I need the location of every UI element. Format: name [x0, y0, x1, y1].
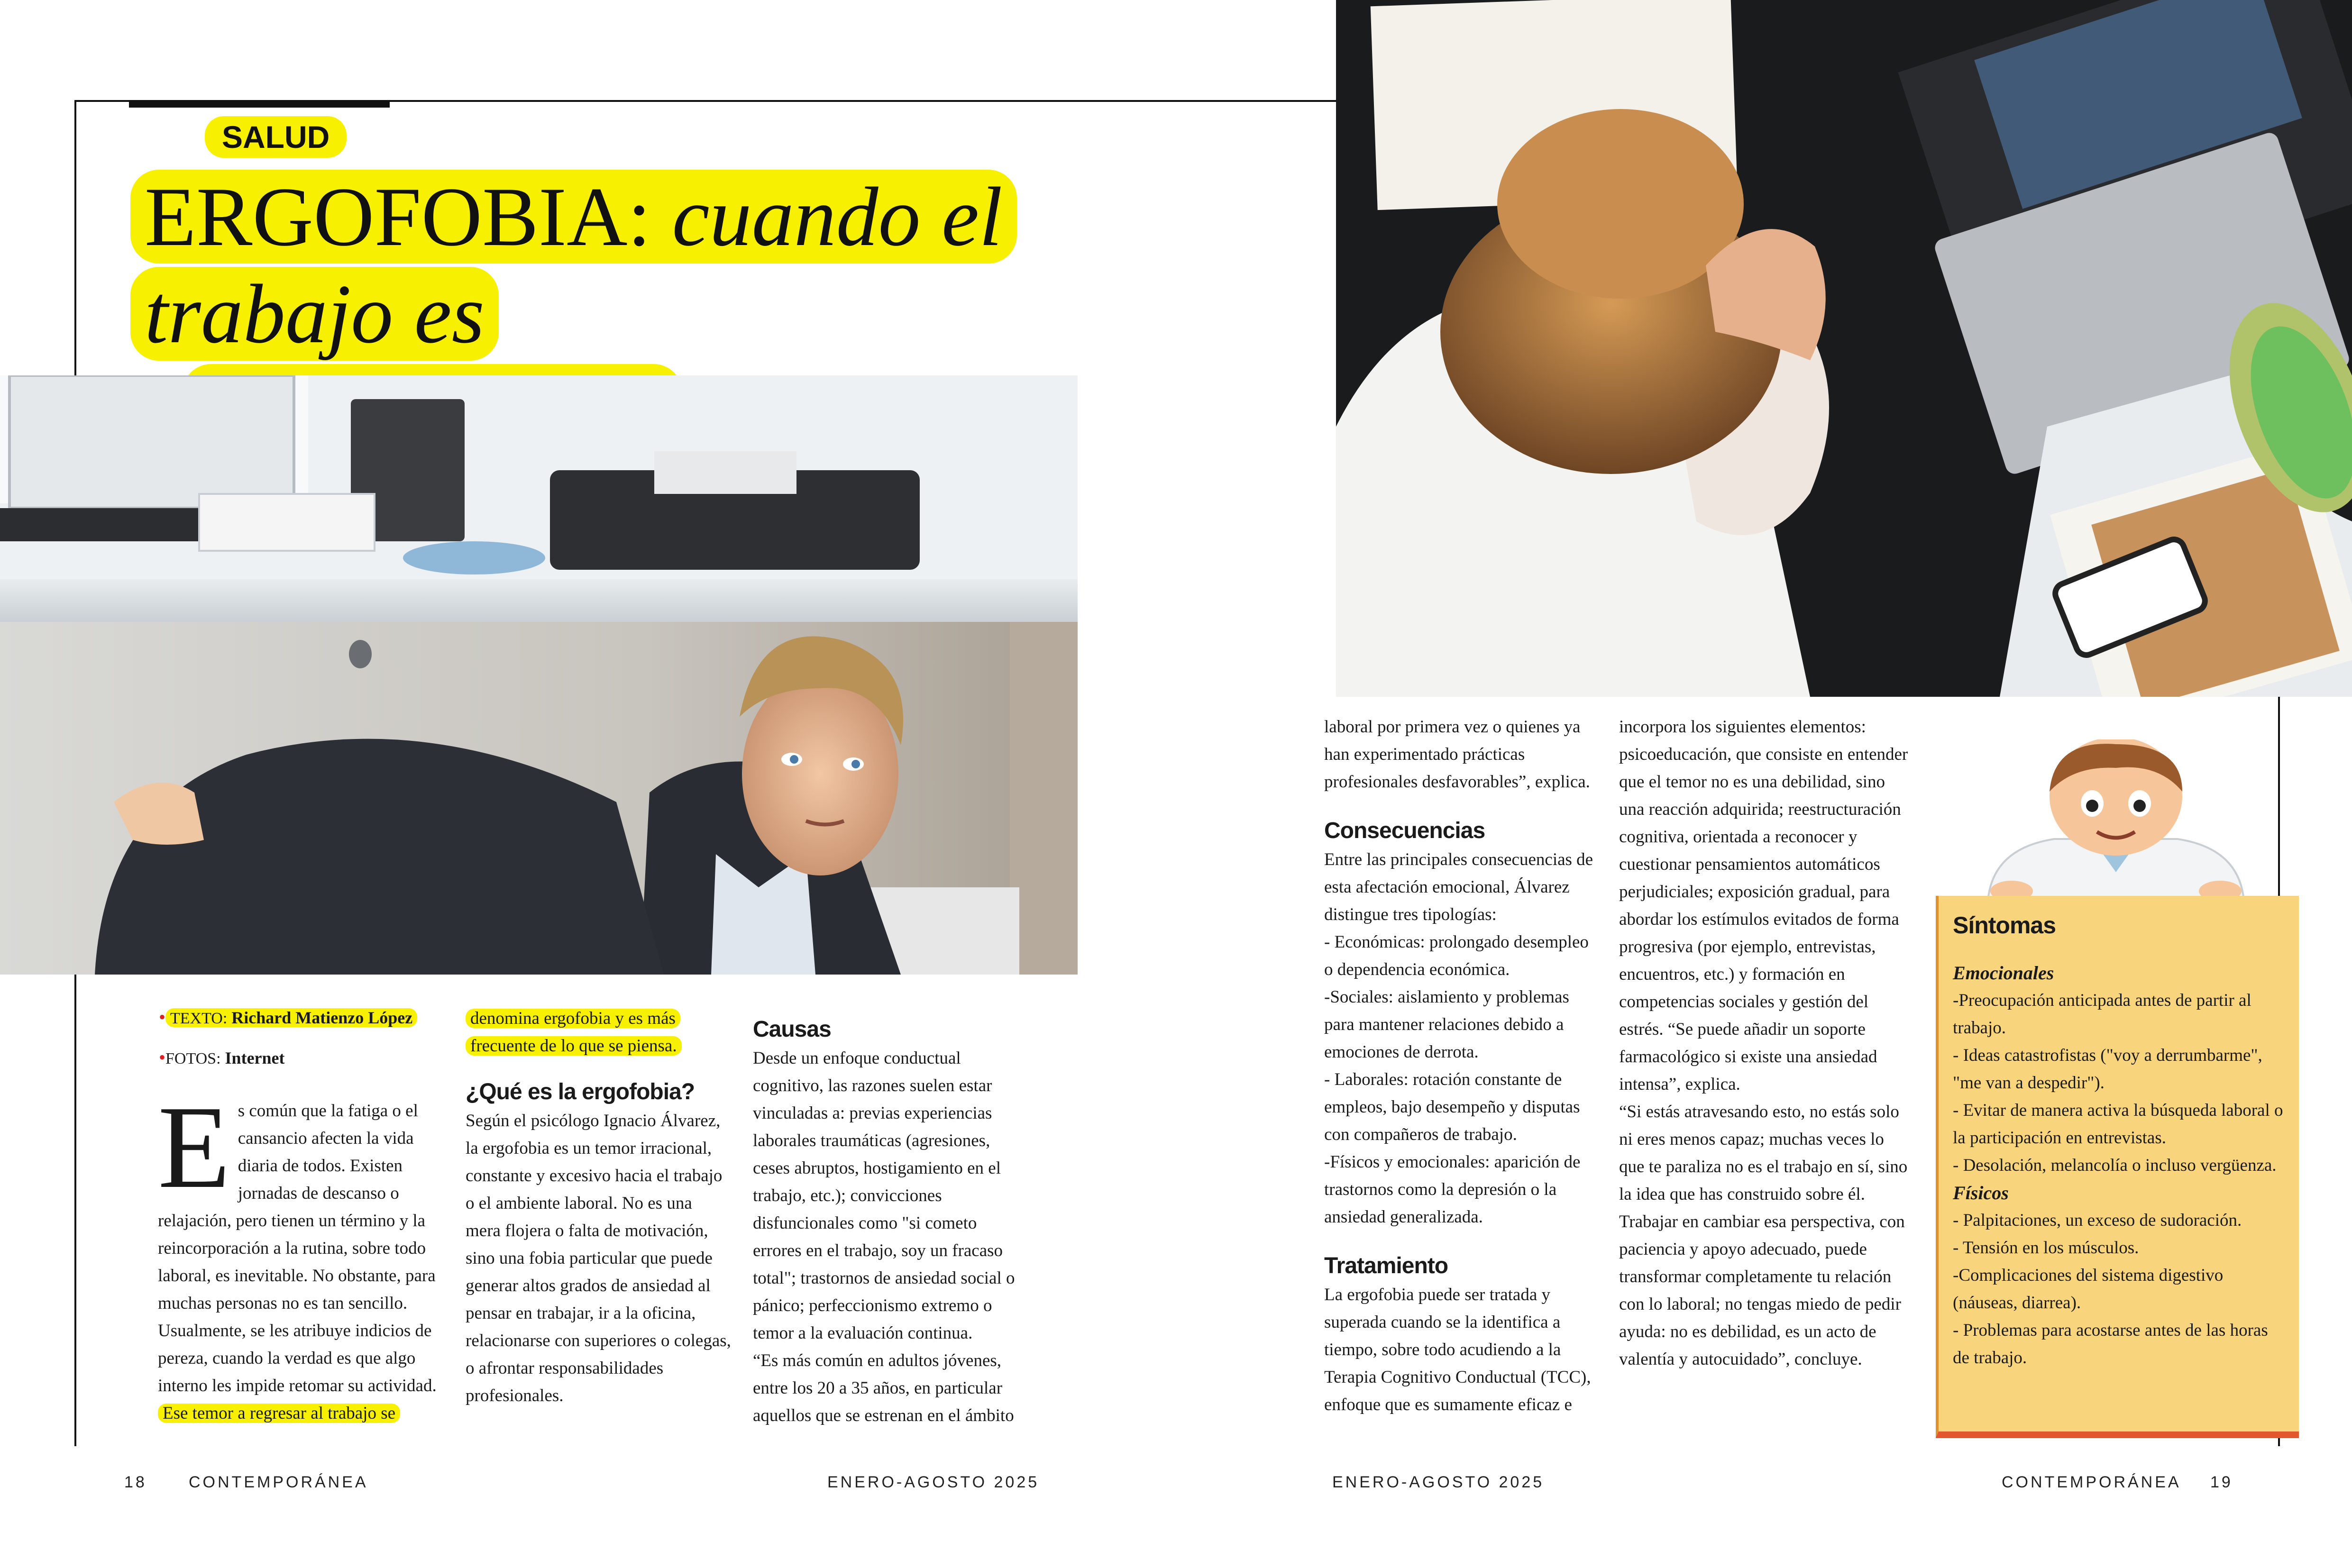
- symptoms-sidebar: [1936, 896, 2299, 1438]
- credits: [159, 998, 417, 1078]
- doctor-cartoon-illustration: [1936, 739, 2296, 901]
- article-column-4: [1324, 713, 1599, 1419]
- symptom-item: -Preocupación anticipada antes de partir al trabajo.: [1953, 991, 2251, 1038]
- footer-magazine-right: CONTEMPORÁNEA: [2002, 1473, 2181, 1491]
- symptom-item: -Complicaciones del sistema digestivo (náuseas, diarrea).: [1953, 1266, 2224, 1313]
- intro-highlight: Ese temor a regresar al trabajo se: [158, 1404, 400, 1423]
- section-tag: SALUD: [205, 116, 347, 158]
- consecuencia-item: - Laborales: rotación constante de empleos, bajo desempeño y disputas con compañeros de trabajo.: [1324, 1070, 1580, 1144]
- bullet-icon: •: [159, 1047, 166, 1068]
- article-column-3: [753, 1014, 1023, 1430]
- credit-text: [159, 998, 417, 1038]
- symptom-item: - Palpitaciones, un exceso de sudoración.: [1953, 1211, 2242, 1230]
- intro-paragraph: s común que la fatiga o el cansancio afecten la vida diaria de todos. Existen jornadas de descanso o relajación, pero tienen un término y la reincorporación a la rutina, sobre todo laboral, es inevitable. No obstante, para muchas personas no es tan sencillo. Usualmente, se les atribuye indicios de pereza, cuando la verdad es que algo interno les impide retomar su actividad.: [158, 1101, 437, 1395]
- heading-consecuencias: Consecuencias: [1324, 818, 1485, 843]
- photo-stressed-woman-image: [1336, 0, 2352, 697]
- heading-tratamiento: Tratamiento: [1324, 1253, 1448, 1278]
- footer-date-left: ENERO-AGOSTO 2025: [827, 1473, 1040, 1491]
- bullet-icon: •: [159, 1006, 166, 1028]
- photo-man-under-desk-image: [0, 375, 1078, 975]
- col4-paragraph-2: La ergofobia puede ser tratada y superada cuando se la identifica a tiempo, sobre todo acudiendo a la Terapia Cognitivo Conductual (TCC), enfoque que es sumamente eficaz e: [1324, 1285, 1591, 1414]
- col4-paragraph-0: laboral por primera vez o quienes ya han experimentado prácticas profesionales desfavorables”, explica.: [1324, 717, 1590, 792]
- symptom-item: - Tensión en los músculos.: [1953, 1238, 2139, 1258]
- col3-paragraph-2: “Es más común en adultos jóvenes, entre los 20 a 35 años, en particular aquellos que se estrenan en el ámbito: [753, 1351, 1014, 1425]
- headline-line1: [130, 170, 1017, 361]
- footer-page-number-right: 19: [2210, 1473, 2233, 1491]
- credit-text-author: Richard Matienzo López: [231, 1008, 413, 1027]
- consecuencia-item: -Físicos y emocionales: aparición de trastornos como la depresión o la ansiedad generalizada.: [1324, 1152, 1581, 1227]
- credit-photos: [159, 1038, 417, 1078]
- credit-text-label: TEXTO:: [170, 1010, 228, 1027]
- headline-part1: ERGOFOBIA:: [145, 170, 651, 264]
- frame-top-accent: [129, 102, 390, 108]
- photo-man-under-desk: [0, 375, 1078, 975]
- article-column-5: [1619, 713, 1908, 1373]
- col3-paragraph-1: Desde un enfoque conductual cognitivo, las razones suelen estar vinculadas a: previas experiencias laborales traumáticas (agresiones, ceses abruptos, hostigamiento en el trabajo, etc.); convicciones disfuncionales como "si cometo errores en el trabajo, soy un fracaso total"; trastornos de ansiedad social o pánico; perfeccionismo extremo o temor a la evaluación continua.: [753, 1048, 1015, 1343]
- symptom-item: - Evitar de manera activa la búsqueda laboral o la participación en entrevistas.: [1953, 1101, 2283, 1148]
- symptom-item: - Ideas catastrofistas ("voy a derrumbarme", "me van a despedir").: [1953, 1046, 2262, 1093]
- credit-photos-label: FOTOS:: [165, 1050, 221, 1067]
- headline-part2: cuando el trabajo es: [145, 170, 1003, 361]
- footer-date-right: ENERO-AGOSTO 2025: [1332, 1473, 1545, 1491]
- col5-paragraph-1: incorpora los siguientes elementos: psicoeducación, que consiste en entender que el temor no es una debilidad, sino una reacción adquirida; reestructuración cognitiva, orientada a reconocer y cuestionar pensamientos automáticos perjudiciales; exposición gradual, para abordar los estímulos evitados de forma progresiva (por ejemplo, entrevistas, encuentros, etc.) y formación en competencias sociales y gestión del estrés. “Se puede añadir un soporte farmacológico si existe una ansiedad intensa”, explica.: [1619, 717, 1908, 1094]
- photo-stressed-woman: [1336, 0, 2352, 697]
- consecuencia-item: - Económicas: prolongado desempleo o dependencia económica.: [1324, 932, 1589, 979]
- footer-magazine-left: CONTEMPORÁNEA: [189, 1473, 368, 1491]
- doctor-cartoon-icon: [1936, 739, 2296, 901]
- symptoms-content: [1953, 910, 2285, 1372]
- symptom-item: - Desolación, melancolía o incluso vergüenza.: [1953, 1156, 2277, 1175]
- sidebar-title: Síntomas: [1953, 912, 2056, 939]
- sidebar-category-fisicos: Físicos: [1953, 1182, 2009, 1203]
- col5-paragraph-2: “Si estás atravesando esto, no estás solo ni eres menos capaz; muchas veces lo que te paraliza no es el trabajo en sí, sino la idea que has construido sobre él. Trabajar en cambiar esa perspectiva, con paciencia y apoyo adecuado, puede transformar completamente tu relación con lo laboral; no tengas miedo de pedir ayuda: no es debilidad, es un acto de valentía y autocuidado”, concluye.: [1619, 1102, 1908, 1369]
- credit-photos-source: Internet: [225, 1048, 285, 1067]
- heading-que-es: ¿Qué es la ergofobia?: [466, 1079, 695, 1104]
- footer-page-number-left: 18: [124, 1473, 147, 1491]
- article-column-1: [158, 1082, 442, 1427]
- symptom-item: - Problemas para acostarse antes de las horas de trabajo.: [1953, 1321, 2268, 1367]
- col2-highlight: denomina ergofobia y es más frecuente de lo que se piensa.: [466, 1009, 682, 1056]
- consecuencia-item: -Sociales: aislamiento y problemas para mantener relaciones debido a emociones de derrota.: [1324, 987, 1569, 1062]
- dropcap: E: [158, 1082, 230, 1213]
- heading-causas: Causas: [753, 1017, 831, 1042]
- sidebar-category-emocionales: Emocionales: [1953, 962, 2054, 984]
- article-column-2: [466, 1005, 731, 1410]
- col4-paragraph-1: Entre las principales consecuencias de esta afectación emocional, Álvarez distingue tres tipologías:: [1324, 850, 1593, 924]
- col2-paragraph: Según el psicólogo Ignacio Álvarez, la ergofobia es un temor irracional, constante y excesivo hacia el trabajo o el ambiente laboral. No es una mera flojera o falta de motivación, sino una fobia particular que puede generar altos grados de ansiedad al pensar en trabajar, ir a la oficina, relacionarse con superiores o colegas, o afrontar responsabilidades profesionales.: [466, 1111, 731, 1405]
